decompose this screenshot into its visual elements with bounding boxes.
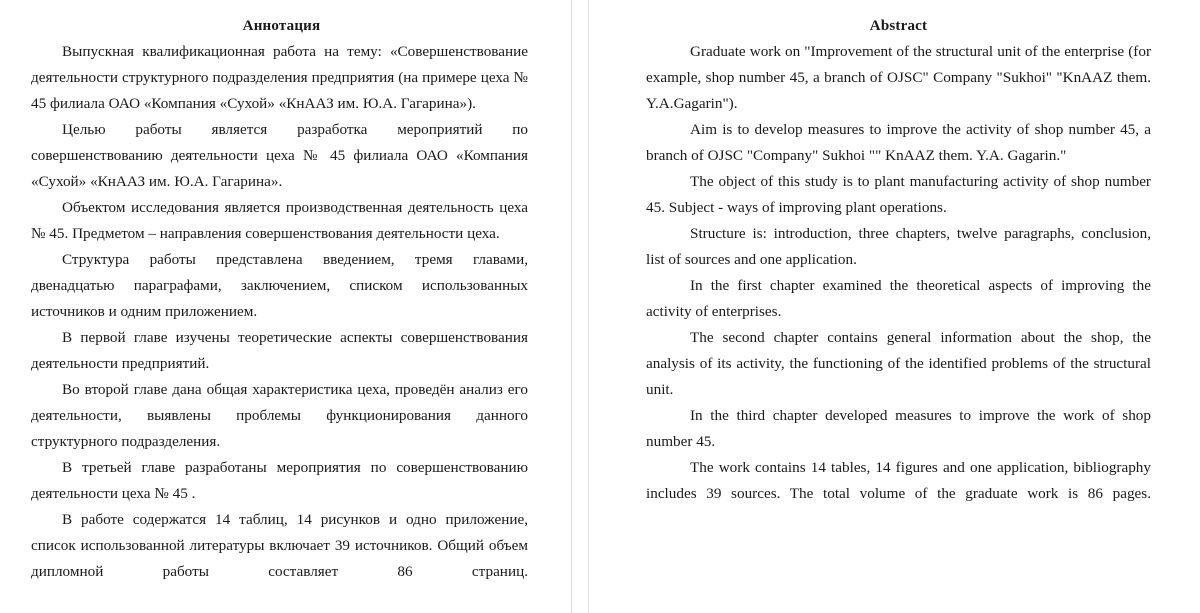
paragraph: Структура работы представлена введением, тремя главами, двенадцатью параграфами, заключением, списком использованных источников и одним приложением. — [31, 251, 528, 320]
paragraph: Целью работы является разработка мероприятий по совершенствованию деятельности цеха № 45 филиала ОАО «Компания «Сухой» «КнААЗ им. Ю.А. Гагарина». — [31, 121, 528, 190]
paragraph: Aim is to develop measures to improve the activity of shop number 45, a branch of OJSC "Company" Sukhoi "" KnAAZ them. Y.A. Gagarin." — [646, 121, 1151, 164]
paragraph: The object of this study is to plant manufacturing activity of shop number 45. Subject - ways of improving plant operations. — [646, 173, 1151, 216]
paragraph: В третьей главе разработаны мероприятия по совершенствованию деятельности цеха № 45 . — [31, 459, 528, 502]
paragraph: In the first chapter examined the theoretical aspects of improving the activity of enterprises. — [646, 277, 1151, 320]
paragraph: Structure is: introduction, three chapters, twelve paragraphs, conclusion, list of sources and one application. — [646, 225, 1151, 268]
paragraph: The second chapter contains general information about the shop, the analysis of its activity, the functioning of the identified problems of the structural unit. — [646, 329, 1151, 398]
page-title: Abstract — [869, 18, 928, 34]
page-title: Аннотация — [242, 18, 321, 34]
paragraph: Выпускная квалификационная работа на тему: «Совершенствование деятельности структурного подразделения предприятия (на примере цеха № 45 филиала ОАО «Компания «Сухой» «КнААЗ им. Ю.А. Гагарина»). — [31, 43, 528, 112]
page-right-abstract — [589, 0, 1200, 613]
paragraph: В первой главе изучены теоретические аспекты совершенствования деятельности предприятий. — [31, 329, 528, 372]
paragraph: Graduate work on "Improvement of the structural unit of the enterprise (for example, shop number 45, a branch of OJSC" Company "Sukhoi" "KnAAZ them. Y.A.Gagarin"). — [646, 43, 1151, 112]
paragraph: Во второй главе дана общая характеристика цеха, проведён анализ его деятельности, выявлены проблемы функционирования данного структурного подразделения. — [31, 381, 528, 450]
paragraph: The work contains 14 tables, 14 figures and one application, bibliography includes 39 sources. The total volume of the graduate work is 86 pages. — [646, 459, 1151, 502]
paragraph: In the third chapter developed measures to improve the work of shop number 45. — [646, 407, 1151, 450]
right-page-content — [589, 0, 1200, 533]
paragraph: В работе содержатся 14 таблиц, 14 рисунков и одно приложение, список использованной литературы включает 39 источников. Общий объем дипломной работы составляет 86 страниц. — [31, 511, 528, 580]
paragraph: Объектом исследования является производственная деятельность цеха № 45. Предметом – направления совершенствования деятельности цеха. — [31, 199, 528, 242]
page-left-annotation — [0, 0, 570, 613]
page-divider — [570, 0, 589, 613]
left-page-content — [0, 0, 570, 611]
